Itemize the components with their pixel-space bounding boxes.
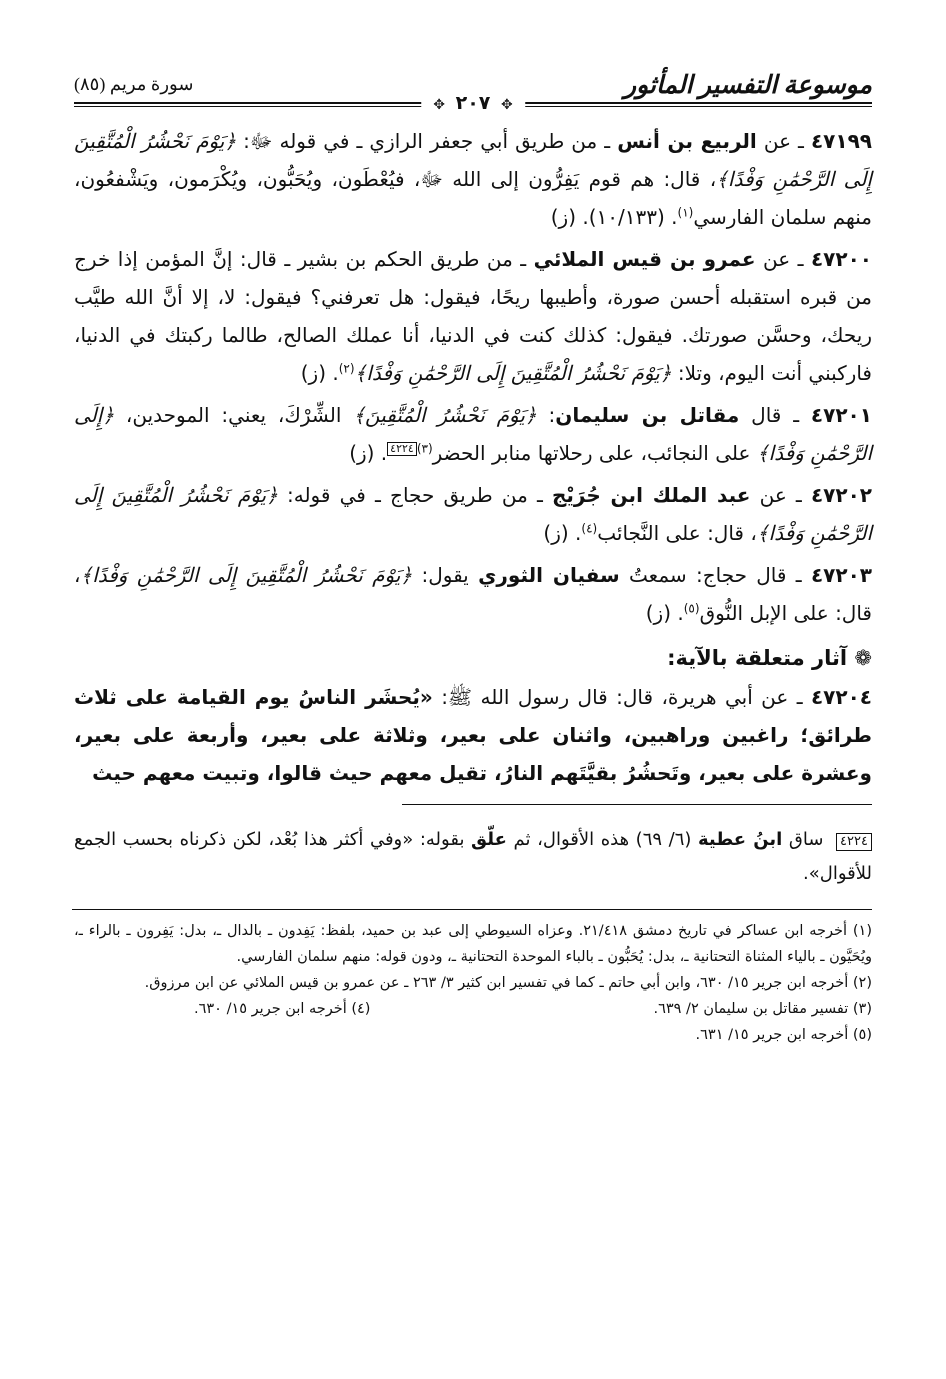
note-number-box: ٤٢٢٤ [836,833,872,851]
text-run: . (ز) [645,601,684,625]
athar-number: ٤٧٢٠١ [810,403,872,427]
footnote-4: (٤) أخرجه ابن جرير ١٥/ ٦٣٠. [194,1001,371,1017]
bold-text: «يُحشَر الناسُ يوم القيامة على ثلاث طرائق؛ راغبين وراهبين، واثنان على بعير، وثلاثة على بعير، وأربعة على بعير، وعشرة على بعير، وتَحشُرُ بقيَّتَهم النارُ، تقيل معهم حيث قالوا، وتبيت معهم حيث [74,685,872,785]
bold-text: عمرو بن قيس الملائي [533,247,756,271]
athar-number: ٤٧١٩٩ [810,129,872,153]
footnotes [74,918,872,1048]
bold-text: سفيان الثوري [478,563,620,587]
quran-verse: ﴿يَوْمَ نَحْشُرُ الْمُتَّقِينَ إِلَى الرَّحْمَٰنِ وَفْدًا﴾ [80,563,413,587]
text-run: بقوله: «وفي أكثر هذا بُعْد، لكن ذكرناه بحسب الجمع للأقوال». [74,829,872,884]
book-title: موسوعة التفسير المأثور [624,72,872,99]
athar-paragraph [74,476,872,552]
flower-ornament-icon: ❁ [854,646,872,670]
text-run: ـ عن [755,247,811,271]
text-run: ساق [782,829,831,850]
text-run: ـ عن أبي هريرة، قال: قال رسول الله ﷺ: [432,685,811,709]
footnote-ref: (٢) [338,361,355,376]
text-run: ـ من طريق أبي جعفر الرازي ـ في قوله ﷻ: [236,129,618,153]
running-header [74,64,872,112]
bold-text: الربيع بن أنس [617,129,757,153]
section-heading [74,646,872,670]
footnote-ref: (٤) [581,521,598,536]
text-run: : [536,403,556,427]
note-separator [402,804,872,805]
footnote-ref: (٣) [416,441,433,456]
footnote-separator [72,909,872,910]
athar-paragraph [74,240,872,392]
text-run: (٦/ ٦٩) هذه الأقوال، ثم [506,829,698,850]
text-run: ـ قال [739,403,811,427]
footnote-row [74,996,872,1022]
text-run: ـ من طريق حجاج ـ في قوله: [277,483,552,507]
footnote-5: (٥) أخرجه ابن جرير ١٥/ ٦٣١. [695,1027,872,1043]
note-ref-box: ٤٢٢٤ [387,442,417,456]
athar-number: ٤٧٢٠٣ [810,563,872,587]
athar-number: ٤٧٢٠٠ [810,247,872,271]
footnote-2: (٢) أخرجه ابن جرير ١٥/ ٦٣٠، وابن أبي حاتم ـ كما في تفسير ابن كثير ٣/ ٢٦٣ ـ عن عمرو بن قيس الملائي عن ابن مرزوق. [144,975,872,991]
bold-text: مقاتل بن سليمان [555,403,740,427]
page-number: ٢٠٧ [455,92,491,114]
section-title-text: آثار متعلقة بالآية: [667,646,848,670]
footnote-ref: (٥) [683,601,700,616]
bold-text: ابنُ عطية [697,829,783,850]
athar-number: ٤٧٢٠٢ [810,483,872,507]
text-run: ـ عن [750,483,811,507]
footnote-ref: (١) [677,205,694,220]
text-run: ـ عن [756,129,811,153]
quran-verse: ﴿إِلَى الرَّحْمَٰنِ وَفْدًا﴾ [74,403,872,465]
text-run: ـ قال حجاج: سمعتُ [619,563,811,587]
text-run: ، قال: على النَّجائب [597,521,757,545]
quran-verse: ﴿يَوْمَ نَحْشُرُ الْمُتَّقِينَ إِلَى الرَّحْمَٰنِ وَفْدًا﴾ [74,483,872,545]
text-run: يقول: [412,563,479,587]
footnote-3: (٣) تفسير مقاتل بن سليمان ٢/ ٦٣٩. [653,1001,872,1017]
text-run: الشِّرْكَ، يعني: الموحدين، [114,403,354,427]
main-text [74,122,872,792]
surah-label: سورة مريم (٨٥) [74,74,194,94]
text-run: . (ز) [300,361,339,385]
footnote-1: (١) أخرجه ابن عساكر في تاريخ دمشق ٢١/٤١٨. وعزاه السيوطي إلى عبد بن حميد، بلفظ: يَفِدون ـ بالدال ـ، بدل: يَفِرون ـ بالراء ـ، ويُحَيَّون ـ بالياء المثناة التحتانية ـ، بدل: يُحَبُّون ـ بالباء الموحدة التحتانية ـ، ودون قوله: منهم سلمان الفارسي. [74,923,872,965]
text-run: ، قال: على الإبل النُّوق [74,563,872,625]
athar-paragraph [74,122,872,236]
quran-verse: ﴿يَوْمَ نَحْشُرُ الْمُتَّقِينَ إِلَى الرَّحْمَٰنِ وَفْدًا﴾ [354,361,672,385]
athar-paragraph [74,396,872,472]
hadith-number: ٤٧٢٠٤ [810,685,873,709]
ornament-icon: ✥ [433,97,445,113]
hadith-paragraph [74,678,872,792]
bold-text: علّق [471,829,507,850]
text-run: . (ز) [543,521,582,545]
text-run: ، قال: هم قوم يَفِرُّون إلى الله ﷻ، فيُعْطَون، ويُحَبُّون، ويُكْرَمون، ويَشْفعُون، منهم سلمان الفارسي [74,167,872,229]
ornament-icon: ✥ [501,97,513,113]
text-run: على النجائب، على رحلاتها منابر الحضر [432,441,757,465]
editor-note [74,823,872,891]
text-run: ـ من طريق الحكم بن بشير ـ قال: إنَّ المؤمن إذا خرج من قبره استقبله أحسن صورة، وأطيبها ريحًا، فيقول: هل تعرفني؟ فيقول: لا، إلا أنَّ الله طيَّب ريحك، وحسَّن صورتك. فيقول: كذلك كنت في الدنيا، أنا عملك الصالح، طالما ركبتك في الدنيا، فاركبني أنت اليوم، وتلا: [74,247,872,385]
text-run: . (١٠/١٣٣). (ز) [550,205,678,229]
athar-paragraph [74,556,872,632]
bold-text: عبد الملك ابن جُرَيْج [552,483,751,507]
quran-verse: ﴿يَوْمَ نَحْشُرُ الْمُتَّقِينَ إِلَى الرَّحْمَٰنِ وَفْدًا﴾ [74,129,872,191]
text-run: . (ز) [349,441,388,465]
page-number-wrap [421,92,525,114]
quran-verse: ﴿يَوْمَ نَحْشُرُ الْمُتَّقِينَ﴾ [353,403,537,427]
